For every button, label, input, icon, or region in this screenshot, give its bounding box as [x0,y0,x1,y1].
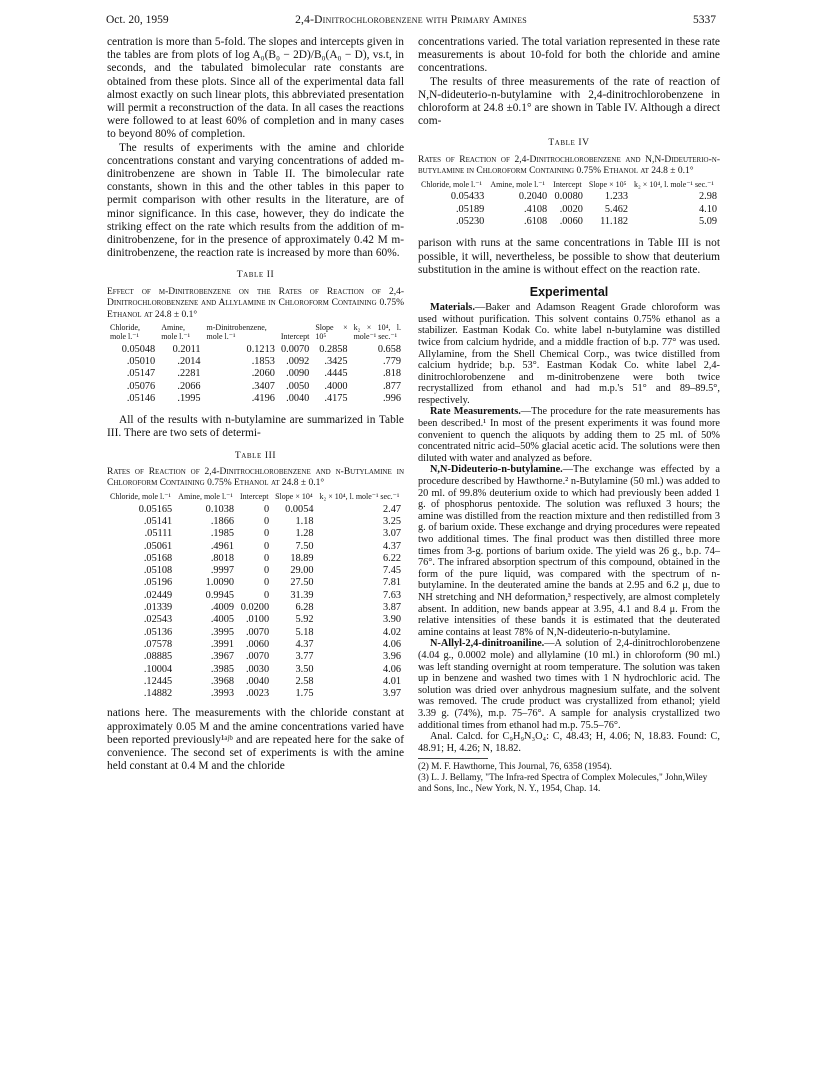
column-header: k₂ × 10⁴, l. mole⁻¹ sec.⁻¹ [634,179,714,189]
column-header: Amine, mole l.⁻¹ [161,323,191,341]
column-header: Intercept [280,331,310,341]
table-cell: .02449 [143,589,173,601]
paragraph: The results of experiments with the amine and chloride concentrations constant and varying concentrations of added m-dinitrobenzene are shown in Table II. The bimolecular rate constants, shown in this and the other tables in this paper to permit comparison with other results in the literature, are of minor significance. In this case, however, they do indicate the striking effect on the rate which results from the addition of m-dinitrobenzene, for in the presence of approximately 0.42 M m-dinitrobenzene, the reaction rate is increased by more than 60%. [107,141,404,260]
table-cell: 0.0200 [240,602,270,614]
column-header: k₂ × 10⁴, l. mole⁻¹ sec.⁻¹ [319,491,400,501]
table-cell: 3.96 [382,651,401,663]
table-cell: 3.90 [382,614,401,626]
table-cell: 0.05433 [450,191,485,203]
column-header: Amine, mole l.⁻¹ [178,491,233,501]
table-cell: 0.0070 [280,343,310,355]
left-column [107,36,404,773]
table-cell: .05168 [143,552,173,564]
table-cell: 0.2011 [172,343,201,355]
table-cell: .1853 [251,356,275,368]
run-in-heading: N,N-Dideuterio-n-butylamine. [430,464,563,476]
table-row [107,664,404,676]
table-cell: .2281 [177,368,201,380]
table-cell: 4.37 [295,638,314,650]
table-row [418,216,720,228]
table-row [418,204,720,216]
table-cell: .4175 [324,392,348,404]
table-cell: 1.0090 [205,577,234,589]
header-title: 2,4-Dinitrochlorobenzene with Primary Amines [295,14,527,26]
table-cell: 29.00 [290,565,314,577]
table-cell: 1.28 [295,528,314,540]
table-row [418,191,720,203]
table-3 [107,450,404,701]
table-cell: 0 [263,552,270,564]
table-cell: 27.50 [290,577,314,589]
table-cell: .4000 [324,380,348,392]
table-cell: 0.1213 [246,343,275,355]
table-row [107,516,404,528]
table-cell: .05010 [126,356,156,368]
table-row [107,565,404,577]
table-cell: 0.2040 [518,191,548,203]
footnotes [418,762,720,795]
table-cell: .3985 [210,663,234,675]
table-cell: 0 [263,565,270,577]
table-cell: 0.2858 [319,343,348,355]
paragraph-text: —Baker and Adamson Reagent Grade chloroform was used without purification. This solvent contains 0.75% ethanol as a stabilizer. Eastman Kodak Co. white label n-butylamine was distilled twice from calcium hydride, and a middle fraction of b.p. 77° was used. Allylamine, from the Shell Chemical Corp., was twice distilled from calcium hydride; b.p. 53°. Eastman Kodak Co. white label 2,4-dinitrochlorobenzene and m-dinitrobenzene were both twice recrystallized from ethanol and had m.p.'s 51° and 89–89.5°, respectively. [418,302,720,406]
table-cell: 7.50 [295,540,314,552]
table-row [107,577,404,589]
table-row [107,528,404,540]
running-header [106,14,716,30]
table-cell: 6.28 [295,602,314,614]
table-cell: 2.98 [698,191,717,203]
table-cell: .3993 [210,688,234,700]
table-cell: .4445 [324,368,348,380]
analysis-line: Anal. Calcd. for C₉H₉N₃O₄: C, 48.43; H, 4.06; N, 18.83. Found: C, 48.91; H, 4.26; N, 18.82. [418,731,720,754]
run-in-heading: Materials. [430,302,475,314]
experimental-paragraph [418,638,720,731]
column-header: Slope × 10⁵ [588,179,627,189]
table-cell: 7.45 [382,565,401,577]
table-cell: 7.81 [382,577,401,589]
table-cell: .05061 [143,540,173,552]
table-cell: .0092 [286,356,310,368]
paragraph: concentrations varied. The total variation represented in these rate measurements is about 10-fold for both the chloride and amine concentrations. [418,36,720,75]
table-cell: 1.18 [295,515,314,527]
table-cell: .3968 [210,675,234,687]
table-cell: .877 [382,380,401,392]
table-cell: .4961 [210,540,234,552]
column-header: m-Dinitrobenzene, mole l.⁻¹ [206,323,267,341]
footnote: (3) L. J. Bellamy, "The Infra-red Spectra of Complex Molecules," John,Wiley and Sons, Inc., New York, N. Y., 1954, Chap. 14. [418,773,708,795]
table-row [107,541,404,553]
table-cell: .08885 [143,651,173,663]
table-cell: 4.37 [382,540,401,552]
table-row [107,627,404,639]
table-cell: 2.47 [382,503,401,515]
section-heading: Experimental [529,284,609,299]
table-cell: .4005 [210,614,234,626]
table-caption: Rates of Reaction of 2,4-Dinitrochlorobenzene and n-Butylamine in Chloroform Containing 0.75% Ethanol at 24.8 ± 0.1° [107,466,404,489]
right-column [418,36,720,795]
table-row [107,688,404,700]
table-cell: 0 [263,540,270,552]
paragraph: The results of three measurements of the rate of reaction of N,N-dideuterio-n-butylamine with 2,4-dinitrochlorobenzene in chloroform at 24.8 ±0.1° are shown in Table IV. Although a direct com- [418,75,720,128]
table-cell: .0040 [286,392,310,404]
run-in-heading: Rate Measurements. [430,406,521,418]
table-cell: 18.89 [290,552,314,564]
table-row [107,504,404,516]
table-cell: .02543 [143,614,173,626]
table-cell: 0.0080 [554,191,583,203]
table-cell: 3.25 [382,515,401,527]
table-row [107,553,404,565]
column-header: Chloride, mole l.⁻¹ [110,323,140,341]
data-table [418,181,720,229]
table-cell: 4.06 [382,638,401,650]
table-cell: .0060 [245,638,270,650]
table-caption: Rates of Reaction of 2,4-Dinitrochlorobenzene and N,N-Dideuterio-n-butylamine in Chloroform Containing 0.75% Ethanol at 24.8 ± 0.1° [418,154,720,177]
table-cell: 0 [263,528,270,540]
column-header: Amine, mole l.⁻¹ [490,179,545,189]
table-cell: 0.1038 [205,503,234,515]
experimental-paragraph [418,302,720,406]
paragraph: centration is more than 5-fold. The slopes and intercepts given in the tables are from plots of log A₀(B₀ − 2D)/B₀(A₀ − D), vs.t, in seconds, and the tabulated bimolecular rate constants are obtained from these plots. Since all of the experimental data fall almost exactly on such linear plots, this abbreviated presentation will permit a reconstruction of the data. In all cases the reactions were followed to at least 60% of completion and in many cases to beyond 80% of completion. [107,36,404,141]
table-cell: .05076 [126,380,156,392]
table-row [107,639,404,651]
table-cell: 7.63 [382,589,401,601]
table-cell: 6.22 [382,552,401,564]
table-cell: .05147 [126,368,156,380]
column-header: Chloride, mole l.⁻¹ [421,179,482,189]
table-cell: .07578 [143,638,173,650]
table-cell: 5.18 [295,626,314,638]
table-caption: Effect of m-Dinitrobenzene on the Rates of Reaction of 2,4-Dinitrochlorobenzene and Allylamine in Chloroform Containing 0.75% Ethanol at 24.8 ± 0.1° [107,286,404,320]
table-cell: 5.92 [295,614,314,626]
table-cell: .8018 [210,552,234,564]
table-cell: 5.09 [698,216,717,228]
table-cell: .6108 [524,216,548,228]
table-cell: 0.05165 [138,503,173,515]
table-cell: .3995 [210,626,234,638]
table-cell: 2.58 [295,675,314,687]
table-row [107,356,404,368]
footnote: (2) M. F. Hawthorne, This Journal, 76, 6358 (1954). [418,762,612,773]
table-cell: .05196 [143,577,173,589]
table-row [107,614,404,626]
table-cell: .2060 [251,368,275,380]
table-row [107,602,404,614]
column-header: k₂ × 10⁴, l. mole⁻¹ sec.⁻¹ [353,323,401,341]
table-cell: .818 [382,368,401,380]
table-cell: .779 [382,356,401,368]
page-number: 5337 [693,14,716,26]
table-row [107,381,404,393]
table-cell: .3407 [251,380,275,392]
table-cell: 3.07 [382,528,401,540]
table-cell: 1.75 [295,688,314,700]
table-cell: 0.658 [377,343,401,355]
table-row [107,651,404,663]
table-cell: 0 [263,589,270,601]
column-header: Chloride, mole l.⁻¹ [110,491,171,501]
table-title: Table III [234,450,277,461]
table-cell: 0.9945 [205,589,234,601]
table-cell: 0 [263,503,270,515]
table-row [107,590,404,602]
table-cell: .1995 [177,392,201,404]
table-cell: 3.87 [382,602,401,614]
table-cell: .3425 [324,356,348,368]
table-cell: .3967 [210,651,234,663]
table-cell: .2014 [177,356,201,368]
table-cell: .3991 [210,638,234,650]
table-cell: .14882 [143,688,173,700]
table-row [107,393,404,405]
experimental-paragraph [418,464,720,638]
table-cell: 4.02 [382,626,401,638]
table-4 [418,137,720,228]
table-cell: .0100 [245,614,270,626]
table-cell: .05230 [455,216,485,228]
table-row [107,676,404,688]
table-cell: .05111 [144,528,173,540]
table-cell: .4108 [524,203,548,215]
paragraph: All of the results with n-butylamine are summarized in Table III. There are two sets of determi- [107,414,404,440]
paragraph-text: —The exchange was effected by a procedure described by Hawthorne.² n-Butylamine (50 ml.) was added to 20 ml. of 99.8% deuterium oxide to which had previously been added 1 g. of phosphorus pentoxide. The solution was refluxed 3 hours; the amine was distilled from the reaction mixture and then redistilled from 3 g. of barium oxide. These exchange and drying procedures were repeated two additional times. The final product was then distilled three more times from 3-g. portions of barium oxide. The yield was 26 g., b.p. 74–76°. The infrared absorption spectrum of this compound, obtained in the form of the pure liquid, was compared with the spectrum of n-butylamine. In the deuterated amine the bands at 2.95 and 6.2 μ, due to NH stretching and NH deformation,³ respectively, are almost completely absent. In addition, new bands appear at 3.95, 4.1 and 8.4 μ. From the relative intensities of these bands it is estimated that the deuterated amine contains at least 78% of N,N-dideuterio-n-butylamine. [418,464,720,638]
paragraph: parison with runs at the same concentrations in Table III is not possible, it will, nevertheless, be possible to show that deuterium substitution in the amine is without effect on the reaction rate. [418,237,720,276]
table-cell: .05146 [126,392,156,404]
experimental-section [418,302,720,754]
table-cell: .12445 [143,675,173,687]
data-table [107,324,404,405]
table-cell: .0070 [245,651,270,663]
table-cell: 4.01 [382,675,401,687]
experimental-paragraph [418,406,720,464]
table-cell: .9997 [210,565,234,577]
column-header: Slope × 10⁵ [315,323,348,341]
table-cell: .05108 [143,565,173,577]
table-cell: .0070 [245,626,270,638]
table-cell: .1866 [210,515,234,527]
column-header: Intercept [553,179,582,189]
table-cell: .1985 [210,528,234,540]
header-date: Oct. 20, 1959 [106,14,169,26]
table-cell: .996 [382,392,401,404]
table-cell: 0 [263,515,270,527]
table-title: Table IV [548,138,590,149]
table-cell: .05136 [143,626,173,638]
table-cell: 4.06 [382,663,401,675]
paragraph: nations here. The measurements with the chloride constant at approximately 0.05 M and the amine concentrations varied have been reported previously¹ᵃʲᵇ and are repeated here for the sake of convenience. The second set of experiments is with the amine held constant at 0.4 M and the chloride [107,707,404,773]
table-cell: .01339 [143,602,173,614]
table-cell: 3.97 [382,688,401,700]
table-cell: 3.50 [295,663,314,675]
table-cell: .0090 [286,368,310,380]
table-cell: .0060 [559,216,583,228]
table-cell: 1.233 [604,191,629,203]
run-in-heading: N-Allyl-2,4-dinitroaniline. [430,638,545,650]
table-cell: .0040 [245,675,270,687]
table-row [107,344,404,356]
column-header: Intercept [240,491,269,501]
data-table [107,493,404,701]
footnote-rule [418,758,488,759]
table-cell: .0030 [245,663,270,675]
table-cell: .0023 [245,688,270,700]
table-cell: 11.182 [600,216,629,228]
paragraph-text: —The procedure for the rate measurements has been described.¹ In most of the present experiments it was found more convenient to quench the aliquots by adding them to 25 ml. of 50% concentrated nitric acid–50% glacial acetic acid. The solutions were then diluted with water and analyzed as before. [418,406,720,464]
table-cell: .0020 [559,203,583,215]
table-cell: .05141 [143,515,173,527]
table-title: Table II [236,270,275,281]
table-2 [107,269,404,405]
table-cell: .10004 [143,663,173,675]
table-cell: 0.0054 [285,503,314,515]
table-cell: .2066 [177,380,201,392]
table-cell: .4009 [210,602,234,614]
table-cell: 0 [263,577,270,589]
table-cell: .05189 [455,203,485,215]
table-cell: .0050 [286,380,310,392]
table-cell: 31.39 [290,589,314,601]
table-cell: .4196 [251,392,275,404]
table-cell: 4.10 [698,203,717,215]
column-header: Slope × 10⁴ [275,491,313,501]
paragraph-text: —A solution of 2,4-dinitrochlorobenzene (4.04 g., 0.0002 mole) and allylamine (10 ml.) in chloroform (90 ml.) was left standing overnight at room temperature. The solution was taken up in benzene and washed two times with 1 N hydrochloric acid. The solution was dried over anhydrous magnesium sulfate, and the solvent was removed. The crude product was crystallized from ethanol; yield 3.39 g. (74%), m.p. 75–76°. A sample for analysis crystallized two additional times from ethanol had m.p. 75.5–76°. [418,638,720,731]
table-cell: 5.462 [604,203,629,215]
table-cell: 0.05048 [121,343,156,355]
table-row [107,368,404,380]
table-cell: 3.77 [295,651,314,663]
